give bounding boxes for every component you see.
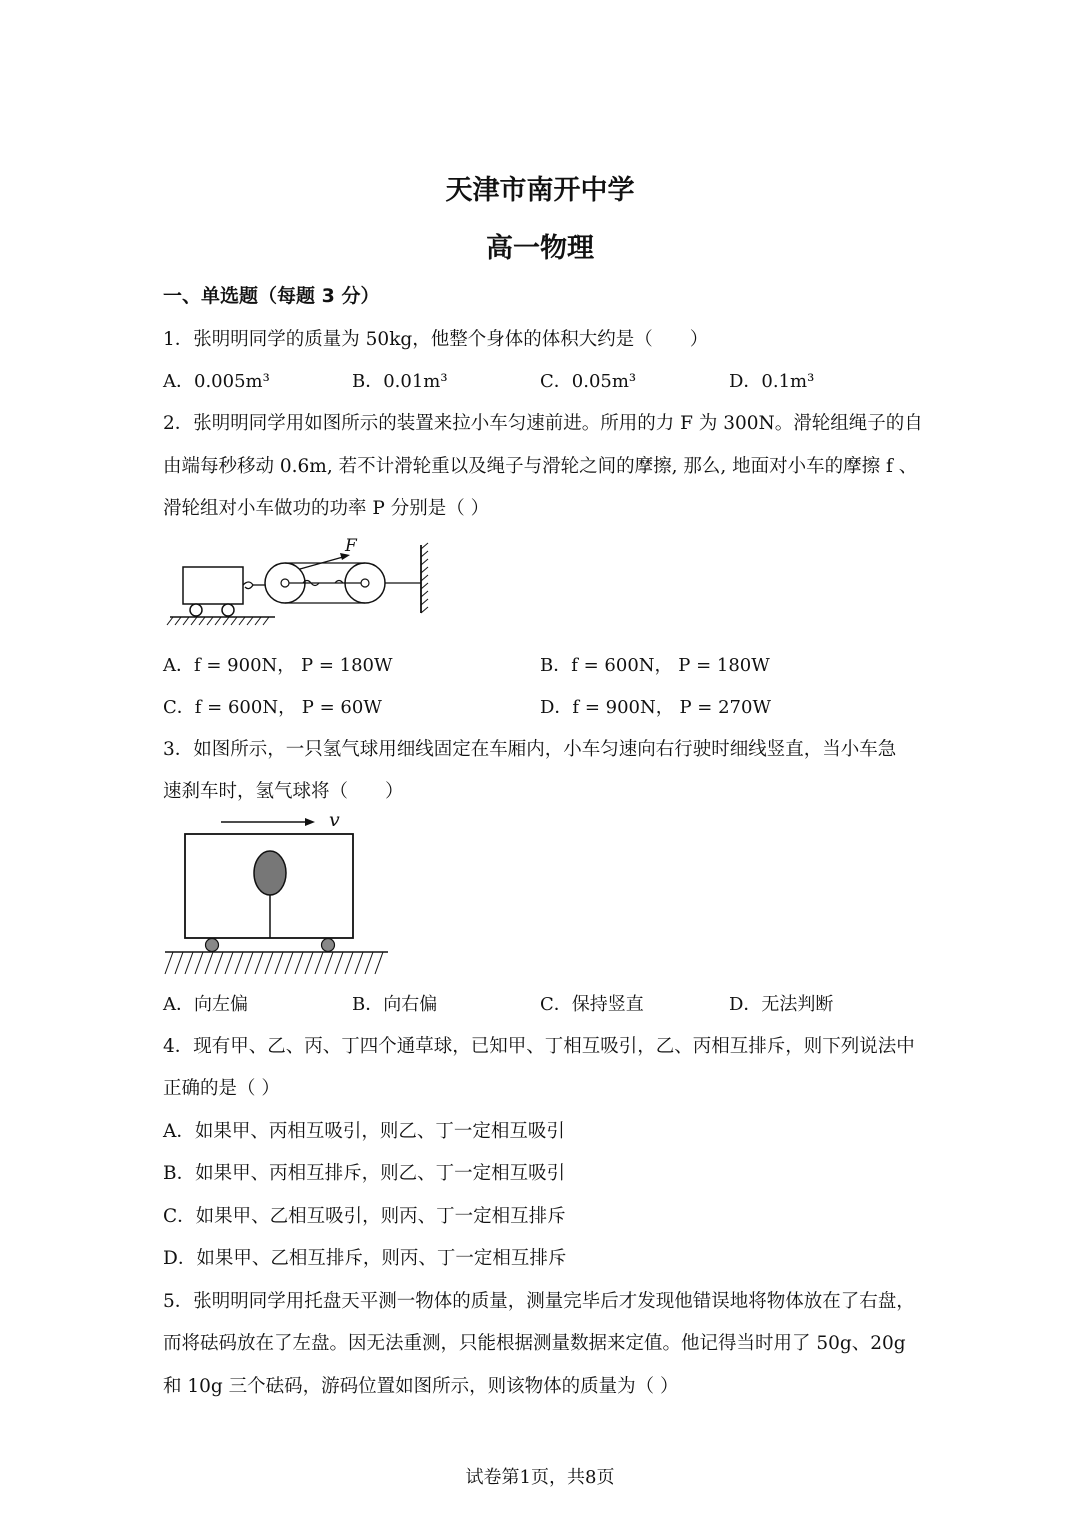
q4-stem-line-1: 4．现有甲、乙、丙、丁四个通草球，已知甲、丁相互吸引，乙、丙相互排斥，则下列说法中 [163,1036,915,1057]
q3-stem-line-1: 3．如图所示，一只氢气球用细线固定在车厢内，小车匀速向右行驶时细线竖直，当小车急 [163,739,897,760]
q3-option-c: C．保持竖直 [540,994,644,1015]
q3-stem-line-2: 速刹车时，氢气球将（ ） [163,781,404,802]
page-footer: 试卷第1页，共8页 [465,1467,615,1488]
q2-option-a: A．f = 900N， P = 180W [163,655,393,676]
pulley-cart-figure [165,535,445,635]
q4-stem-line-2: 正确的是（ ） [163,1078,280,1099]
velocity-label: v [329,809,340,831]
q3-option-b: B．向右偏 [352,994,438,1015]
q4-option-c: C．如果甲、乙相互吸引，则丙、丁一定相互排斥 [163,1206,566,1227]
balloon-car-figure [163,808,393,980]
q5-stem-line-3: 和 10g 三个砝码，游码位置如图所示，则该物体的质量为（ ） [163,1376,679,1397]
q4-option-b: B．如果甲、丙相互排斥，则乙、丁一定相互吸引 [163,1163,566,1184]
subject-title: 高一物理 [486,233,594,264]
q1-stem: 1．张明明同学的质量为 50kg，他整个身体的体积大约是（ ） [163,329,709,350]
q4-option-a: A．如果甲、丙相互吸引，则乙、丁一定相互吸引 [163,1121,565,1142]
q5-stem-line-2: 而将砝码放在了左盘。因无法重测，只能根据测量数据来定值。他记得当时用了 50g、20g [163,1333,906,1354]
q2-stem-line-2: 由端每秒移动 0.6m, 若不计滑轮重以及绳子与滑轮之间的摩擦, 那么, 地面对小车的摩擦 f 、 [163,456,918,477]
school-title: 天津市南开中学 [445,175,635,206]
q1-option-d: D．0.1m³ [729,371,815,392]
q2-stem-line-3: 滑轮组对小车做功的功率 P 分别是（ ） [163,498,490,519]
q2-option-c: C．f = 600N， P = 60W [163,697,382,718]
q2-option-d: D．f = 900N， P = 270W [540,697,771,718]
section-heading: 一、单选题（每题 3 分） [163,285,380,307]
q5-stem-line-1: 5．张明明同学用托盘天平测一物体的质量，测量完毕后才发现他错误地将物体放在了右盘， [163,1291,915,1312]
q1-option-c: C．0.05m³ [540,371,637,392]
q2-option-b: B．f = 600N， P = 180W [540,655,770,676]
q2-stem-line-1: 2．张明明同学用如图所示的装置来拉小车匀速前进。所用的力 F 为 300N。滑轮组绳子的自 [163,413,923,434]
q1-option-b: B．0.01m³ [352,371,448,392]
q4-option-d: D．如果甲、乙相互排斥，则丙、丁一定相互排斥 [163,1248,567,1269]
force-label: F [345,536,357,556]
q1-option-a: A．0.005m³ [163,371,270,392]
q3-option-a: A．向左偏 [163,994,248,1015]
q3-option-d: D．无法判断 [729,994,834,1015]
